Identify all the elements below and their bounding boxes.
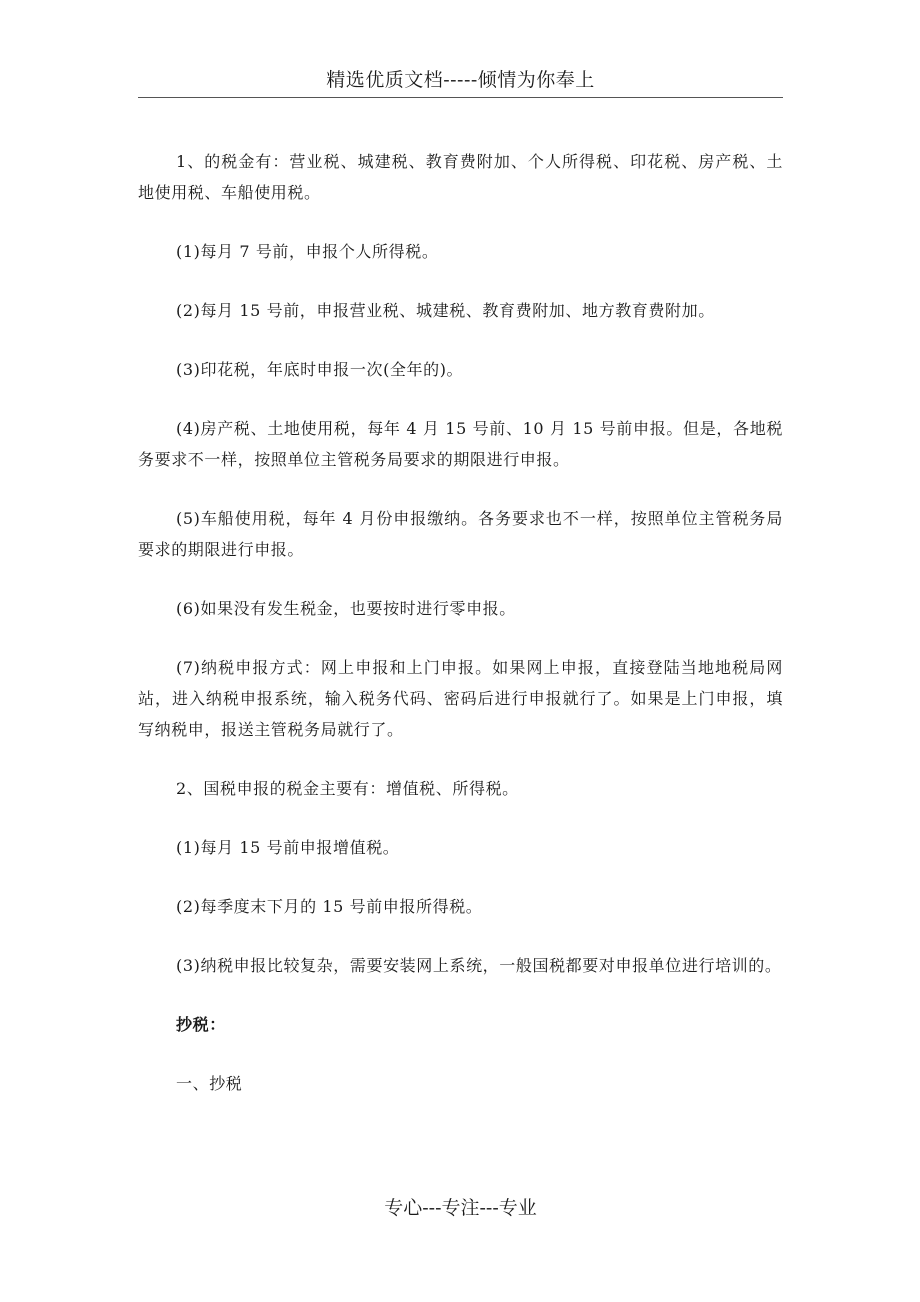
paragraph-local-taxes: 1、的税金有：营业税、城建税、教育费附加、个人所得税、印花税、房产税、土地使用税、车船使用税。 (138, 152, 783, 202)
paragraph-national-item-2: (2)每季度末下月的 15 号前申报所得税。 (176, 897, 483, 916)
section-heading-copy-tax: 抄税： (176, 1015, 226, 1034)
paragraph-item-2: (2)每月 15 号前，申报营业税、城建税、教育费附加、地方教育费附加。 (176, 301, 715, 320)
paragraph-national-item-3: (3)纳税申报比较复杂，需要安装网上系统，一般国税都要对申报单位进行培训的。 (176, 956, 782, 975)
paragraph-item-1: (1)每月 7 号前，申报个人所得税。 (176, 242, 439, 261)
document-body (138, 146, 783, 1127)
paragraph-item-4: (4)房产税、土地使用税，每年 4 月 15 号前、10 月 15 号前申报。但是，各地税务要求不一样，按照单位主管税务局要求的期限进行申报。 (138, 419, 783, 469)
header-title: 精选优质文档-----倾情为你奉上 (326, 69, 595, 91)
paragraph-item-7: (7)纳税申报方式：网上申报和上门申报。如果网上申报，直接登陆当地地税局网站，进入纳税申报系统，输入税务代码、密码后进行申报就行了。如果是上门申报，填写纳税申，报送主管税务局就行了。 (138, 658, 783, 739)
paragraph-item-3: (3)印花税，年底时申报一次(全年的)。 (176, 360, 464, 379)
paragraph-national-taxes: 2、国税申报的税金主要有：增值税、所得税。 (176, 779, 519, 798)
paragraph-national-item-1: (1)每月 15 号前申报增值税。 (176, 838, 400, 857)
page-footer: 专心---专注---专业 (384, 1197, 537, 1219)
paragraph-item-5: (5)车船使用税，每年 4 月份申报缴纳。各务要求也不一样，按照单位主管税务局要求的期限进行申报。 (138, 509, 783, 559)
paragraph-item-6: (6)如果没有发生税金，也要按时进行零申报。 (176, 599, 516, 618)
subsection-heading-copy-tax: 一、抄税 (176, 1074, 243, 1093)
page-header (138, 64, 783, 98)
